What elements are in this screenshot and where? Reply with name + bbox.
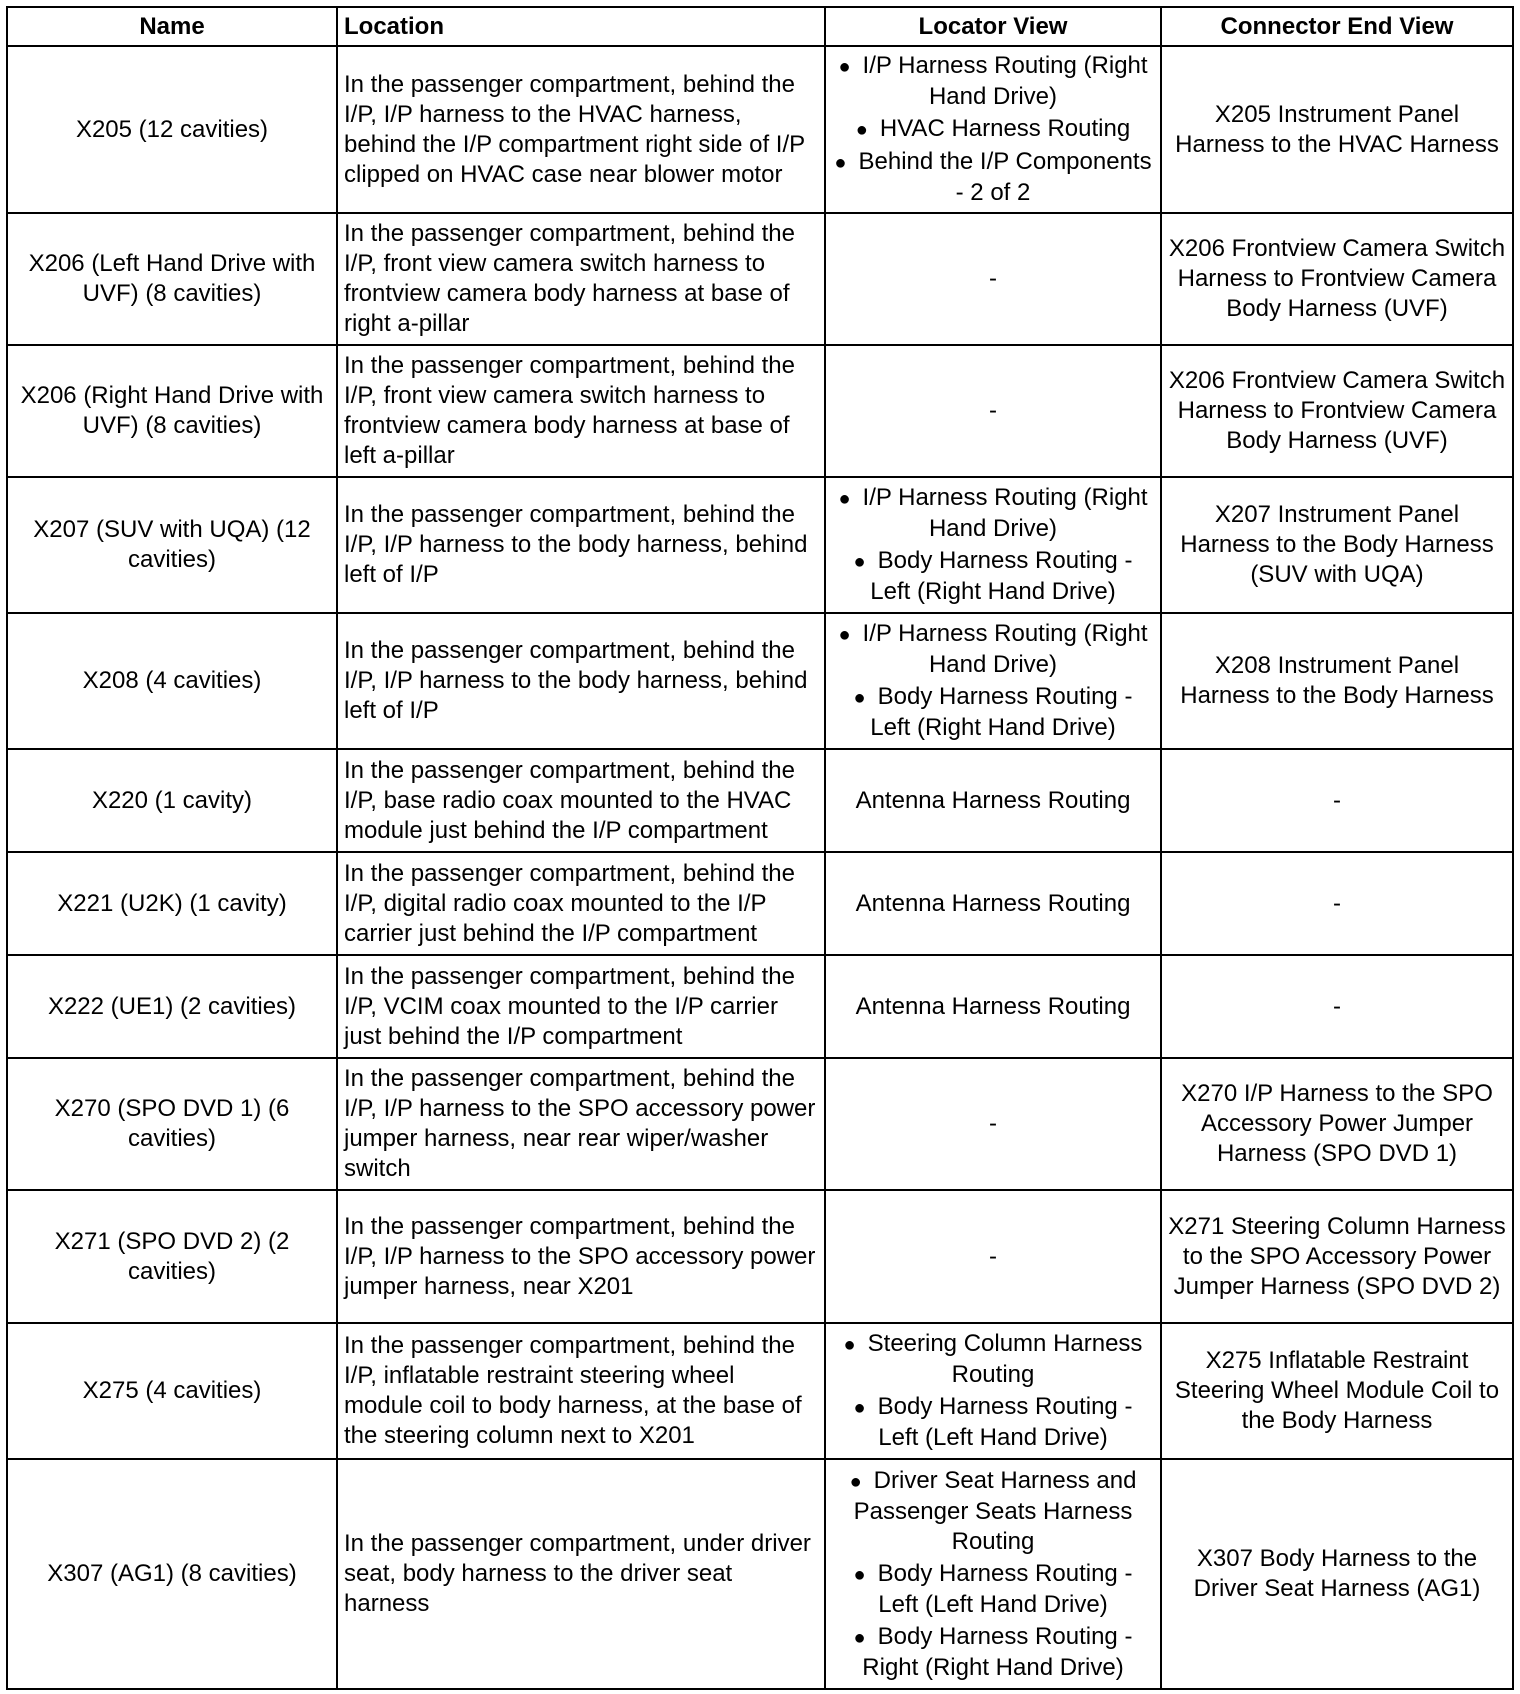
row-location: In the passenger compartment, behind the I/P, I/P harness to the body harness, behind left of I/P [337,477,825,613]
row-locator-view [825,1323,1161,1459]
row-name: X307 (AG1) (8 cavities) [7,1459,337,1689]
header-locator-view: Locator View [825,7,1161,46]
row-name: X206 (Right Hand Drive with UVF) (8 cavities) [7,345,337,477]
row-connector-end-view: - [1161,852,1513,955]
row-locator-view: - [825,1190,1161,1323]
row-location: In the passenger compartment, behind the I/P, base radio coax mounted to the HVAC module just behind the I/P compartment [337,749,825,852]
row-name: X206 (Left Hand Drive with UVF) (8 cavities) [7,213,337,345]
locator-item: ● Body Harness Routing - Left (Left Hand Drive) [832,1392,1154,1453]
row-location: In the passenger compartment, behind the I/P, digital radio coax mounted to the I/P carrier just behind the I/P compartment [337,852,825,955]
row-locator-view: Antenna Harness Routing [825,955,1161,1058]
table-row [7,345,1513,477]
row-location: In the passenger compartment, behind the I/P, I/P harness to the SPO accessory power jumper harness, near X201 [337,1190,825,1323]
row-locator-view [825,1459,1161,1689]
table-row [7,477,1513,613]
header-location: Location [337,7,825,46]
row-name: X221 (U2K) (1 cavity) [7,852,337,955]
row-name: X207 (SUV with UQA) (12 cavities) [7,477,337,613]
header-name: Name [7,7,337,46]
row-locator-view [825,477,1161,613]
table-row [7,749,1513,852]
row-name: X208 (4 cavities) [7,613,337,749]
row-name: X275 (4 cavities) [7,1323,337,1459]
row-locator-view [825,613,1161,749]
row-name: X271 (SPO DVD 2) (2 cavities) [7,1190,337,1323]
locator-item: ● I/P Harness Routing (Right Hand Drive) [832,619,1154,680]
locator-item: ● Behind the I/P Components - 2 of 2 [832,147,1154,208]
locator-item: ● Body Harness Routing - Left (Right Hand Drive) [832,546,1154,607]
locator-list [832,619,1154,743]
row-connector-end-view: X271 Steering Column Harness to the SPO Accessory Power Jumper Harness (SPO DVD 2) [1161,1190,1513,1323]
row-location: In the passenger compartment, behind the I/P, I/P harness to the HVAC harness, behind the I/P compartment right side of I/P clipped on HVAC case near blower motor [337,46,825,213]
row-connector-end-view: X275 Inflatable Restraint Steering Wheel Module Coil to the Body Harness [1161,1323,1513,1459]
row-locator-view: Antenna Harness Routing [825,749,1161,852]
row-connector-end-view: X205 Instrument Panel Harness to the HVAC Harness [1161,46,1513,213]
row-locator-view: - [825,1058,1161,1190]
row-locator-view: - [825,213,1161,345]
locator-list [832,1329,1154,1453]
row-connector-end-view: X206 Frontview Camera Switch Harness to Frontview Camera Body Harness (UVF) [1161,213,1513,345]
locator-item: ● Steering Column Harness Routing [832,1329,1154,1390]
table-row [7,613,1513,749]
row-location: In the passenger compartment, behind the I/P, I/P harness to the body harness, behind left of I/P [337,613,825,749]
connector-table [6,6,1514,1690]
row-locator-view [825,46,1161,213]
locator-item: ● I/P Harness Routing (Right Hand Drive) [832,483,1154,544]
table-row [7,213,1513,345]
table-row [7,1190,1513,1323]
row-name: X222 (UE1) (2 cavities) [7,955,337,1058]
row-connector-end-view: X206 Frontview Camera Switch Harness to Frontview Camera Body Harness (UVF) [1161,345,1513,477]
table-row [7,852,1513,955]
row-name: X270 (SPO DVD 1) (6 cavities) [7,1058,337,1190]
locator-item: ● Body Harness Routing - Left (Right Hand Drive) [832,682,1154,743]
locator-list [832,51,1154,208]
locator-item: ● I/P Harness Routing (Right Hand Drive) [832,51,1154,112]
locator-item: ● HVAC Harness Routing [832,114,1154,145]
row-connector-end-view: X307 Body Harness to the Driver Seat Harness (AG1) [1161,1459,1513,1689]
row-connector-end-view: X207 Instrument Panel Harness to the Body Harness (SUV with UQA) [1161,477,1513,613]
table-row [7,1323,1513,1459]
row-location: In the passenger compartment, behind the I/P, front view camera switch harness to frontview camera body harness at base of left a-pillar [337,345,825,477]
locator-list [832,483,1154,607]
row-name: X220 (1 cavity) [7,749,337,852]
table-row [7,1058,1513,1190]
row-location: In the passenger compartment, behind the I/P, front view camera switch harness to frontview camera body harness at base of right a-pillar [337,213,825,345]
row-name: X205 (12 cavities) [7,46,337,213]
row-location: In the passenger compartment, behind the I/P, VCIM coax mounted to the I/P carrier just behind the I/P compartment [337,955,825,1058]
row-connector-end-view: X208 Instrument Panel Harness to the Body Harness [1161,613,1513,749]
row-locator-view: Antenna Harness Routing [825,852,1161,955]
locator-list [832,1466,1154,1683]
locator-item: ● Body Harness Routing - Right (Right Hand Drive) [832,1622,1154,1683]
locator-item: ● Driver Seat Harness and Passenger Seats Harness Routing [832,1466,1154,1557]
table-row [7,1459,1513,1689]
header-connector-end-view: Connector End View [1161,7,1513,46]
row-connector-end-view: X270 I/P Harness to the SPO Accessory Power Jumper Harness (SPO DVD 1) [1161,1058,1513,1190]
row-connector-end-view: - [1161,749,1513,852]
table-row [7,46,1513,213]
row-location: In the passenger compartment, under driver seat, body harness to the driver seat harness [337,1459,825,1689]
locator-item: ● Body Harness Routing - Left (Left Hand Drive) [832,1559,1154,1620]
row-location: In the passenger compartment, behind the I/P, inflatable restraint steering wheel module coil to body harness, at the base of the steering column next to X201 [337,1323,825,1459]
row-location: In the passenger compartment, behind the I/P, I/P harness to the SPO accessory power jumper harness, near rear wiper/washer switch [337,1058,825,1190]
row-connector-end-view: - [1161,955,1513,1058]
row-locator-view: - [825,345,1161,477]
header-row [7,7,1513,46]
table-row [7,955,1513,1058]
